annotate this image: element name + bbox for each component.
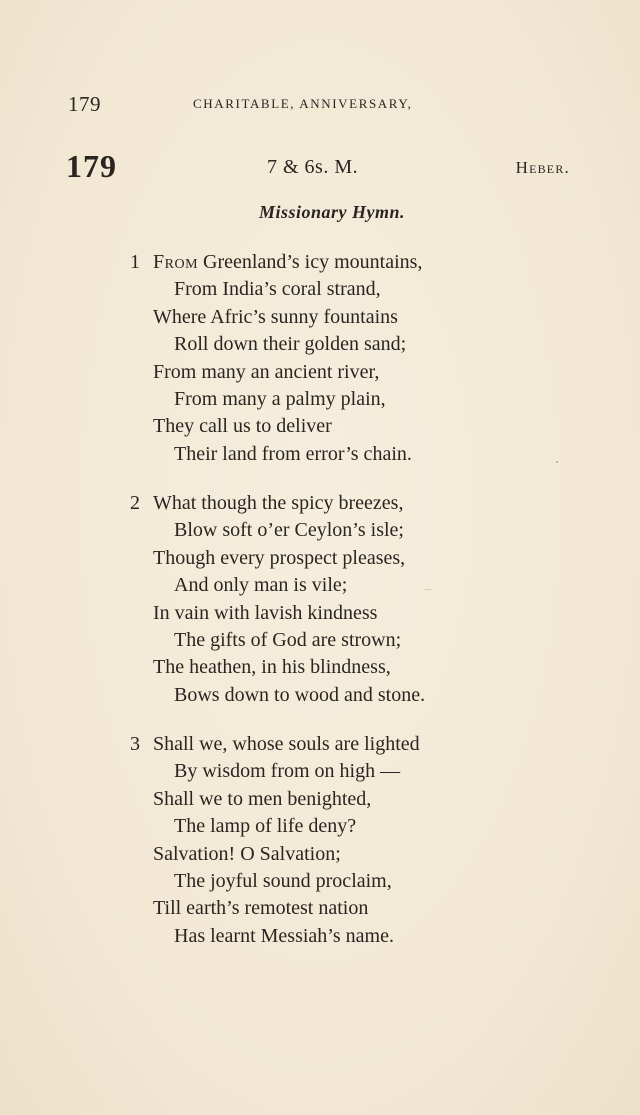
stanza-first-line [130, 249, 530, 276]
verse-line: From many a palmy plain, [174, 387, 386, 410]
verse-line: The lamp of life deny? [174, 815, 357, 838]
stanza-first-line [130, 490, 530, 517]
verse-line: Has learnt Messiah’s name. [174, 924, 394, 947]
verse-line: The heathen, in his blindness, [153, 656, 391, 679]
verse-line: And only man is vile; [174, 574, 348, 597]
hymn-header [66, 148, 570, 188]
stanza-2 [130, 490, 530, 709]
stanza-first-line-text: What though the spicy breezes, [153, 492, 404, 514]
verse-line: The gifts of God are strown; [174, 628, 402, 651]
verse-line: From many an ancient river, [153, 360, 380, 383]
hymn-meter: 7 & 6s. M. [267, 156, 359, 178]
stanza-number: 1 [130, 251, 140, 273]
verse-line: Though every prospect pleases, [153, 546, 406, 569]
stanza-first-line-text: Shall we, whose souls are lighted [153, 733, 420, 755]
running-head [68, 92, 570, 120]
stanza-1 [130, 249, 530, 468]
stanza-first-line-rest: Greenland’s icy mountains, [198, 251, 423, 273]
verse-line: Till earth’s remotest nation [153, 897, 369, 920]
hymn-number: 179 [66, 148, 117, 184]
stanza-first-line [130, 731, 530, 758]
hymn-title-text: Missionary Hymn. [258, 202, 406, 222]
verse-line: Bows down to wood and stone. [174, 683, 426, 706]
stanza-3 [130, 731, 530, 950]
hymn-title [0, 202, 640, 223]
verse-line: They call us to deliver [153, 415, 332, 438]
verse-line: By wisdom from on high — [174, 760, 401, 783]
stanza-number: 2 [130, 492, 140, 514]
verse-line: Blow soft o’er Ceylon’s isle; [174, 519, 404, 542]
verse-line: From India’s coral strand, [174, 278, 381, 301]
hymn-author: Heber. [515, 158, 570, 177]
verse-line: Shall we to men benighted, [153, 787, 372, 810]
stanza-first-word: From [153, 251, 199, 273]
verse-line: Where Afric’s sunny fountains [153, 305, 398, 328]
paper-speck [556, 461, 558, 463]
verse-line: In vain with lavish kindness [153, 601, 378, 624]
stanza-number: 3 [130, 733, 140, 755]
page-number: 179 [68, 92, 101, 116]
section-title: CHARITABLE, ANNIVERSARY, [193, 96, 413, 111]
verse-line: The joyful sound proclaim, [174, 869, 392, 892]
verse-line: Salvation! O Salvation; [153, 842, 341, 865]
verse-line: Roll down their golden sand; [174, 333, 407, 356]
paper-speck [424, 589, 432, 590]
verse-line: Their land from error’s chain. [174, 442, 412, 465]
